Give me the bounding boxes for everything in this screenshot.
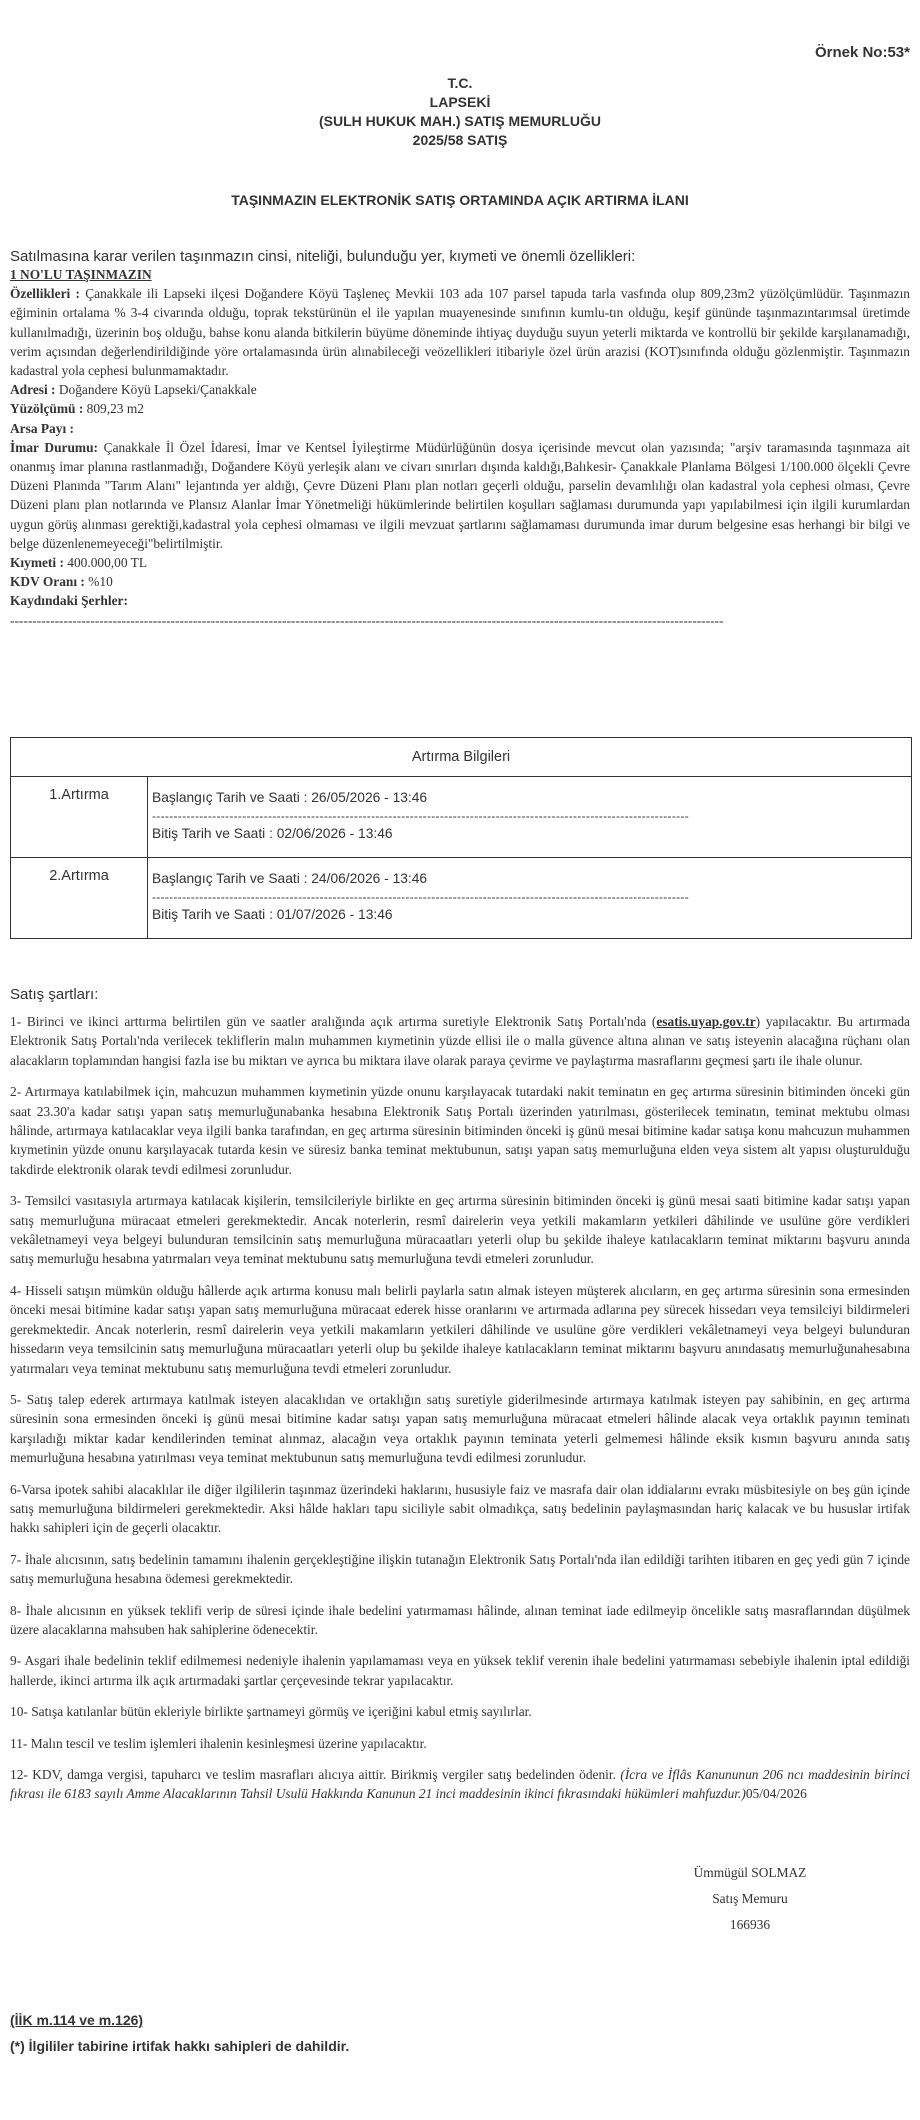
condition-text: 1- Birinci ve ikinci arttırma belirtilen gün ve saatler aralığında açık artırma suretiyle Elektronik Satış Portalı'nda ( xyxy=(10,1014,657,1029)
condition-item: 2- Artırmaya katılabilmek için, mahcuzun muhammen kıymetinin yüzde onunu karşılayacak tutardaki nakit teminatın en geç artırma süresinin bitiminden önceki gün saat 23.30'a kadar satışı yapan satış memurluğunabanka hesabına Elektronik Satış Portalı üzerinden yatırılması, gösterilecek teminatın, teminat mektubu olması hâlinde, artırmaya katılacaklar veya ilgili banka tarafından, en geç artırma süresinin bitiminden önceki iş günü mesai bitimine kadar satışa konu mahcuzun muhammen kıymetinin yüzde onunu karşılayacak tutarda kesin ve süresiz banka teminat mektubunun, satışı yapan satış memurluğuna elden veya sistem alt yapısı oluşturulduğu takdirde elektronik olarak tevdi edilmesi zorunludur. xyxy=(10,1084,910,1177)
condition-item: 7- İhale alıcısının, satış bedelinin tamamını ihalenin gerçekleştiğine ilişkin tutanağın Elektronik Satış Portalı'nda ilan edildiği tarihten itibaren en geç yedi gün 7 içinde satış memurluğuna hesabına ödemesi gerekmektedir. xyxy=(10,1551,910,1587)
officer-name: Ümmügül SOLMAZ xyxy=(693,1865,807,1880)
esatis-link[interactable]: esatis.uyap.gov.tr xyxy=(656,1014,756,1029)
land-share-label: Arsa Payı : xyxy=(10,420,74,436)
property-value xyxy=(10,553,910,572)
document-title: TAŞINMAZIN ELEKTRONİK SATIŞ ORTAMINDA AÇIK ARTIRMA İLANI xyxy=(231,192,689,208)
sample-number: Örnek No:53* xyxy=(814,44,910,61)
condition-item: 8- İhale alıcısının en yüksek teklifi verip de süresi içinde ihale bedelini yatırmaması hâlinde, alınan teminat iade edilmeyip öncelikle satış masraflarından düşülmek üzere alacaklarına mahsuben hak sahiplerine ödenecektir. xyxy=(10,1602,910,1637)
auction-start: Başlangıç Tarih ve Saati : 24/06/2026 - 13:46 xyxy=(152,871,428,886)
features-value: Çanakkale ili Lapseki ilçesi Doğandere Köyü Taşleneç Mevkii 103 ada 107 parsel tapuda tarla vasfında olup 809,23m2 yüzölçümlüdür. Taşınmazın eğiminin ortalama % 3-4 civarında olduğu, toprak tekstürünün el ile yapılan muayenesinde sınıfının kumlu-tın olduğu, keşif gününde taşınmazıntarımsal üretimde kullanılmadığı, üzerinin boş olduğu, bahse konu alanda bitkilerin büyüme döneminde ihtiyaç duyduğu suyun yeterli miktarda ve kontrollü bir şekilde karşılanamadığı, verim açısından değerlendirildiğinde yöre ortalamasında ürün alınabileceği veözellikleri itibariyle özel ürün arazisi (KOT)sınıfında olduğu gözlenmiştir. Taşınmazın kadastral yola cephesi bulunmamaktadır. xyxy=(10,286,910,379)
value-amount: 400.000,00 TL xyxy=(67,555,148,571)
header-office: (SULH HUKUK MAH.) SATIŞ MEMURLUĞU xyxy=(318,113,602,129)
condition-item: 4- Hisseli satışın mümkün olduğu hâllerde açık artırma konusu malı belirli paylarla satın almak isteyen müşterek alıcıların, en geç artırma süresinin sona ermesinden önceki mesai bitimine kadar satışı yapan satış memurluğuna müracaat ederek hisse oranlarını ve artırmada adlarına pey sürecek hissedarı veya temsilciyi bildirmeleri gerekmektedir. Ancak noterlerin, resmî dairelerin veya yetkili makamların yetkileri dâhilinde ve usulüne göre verdikleri vekâletnameyi veya belgeyi bulunduran hissedarın veya temsilcinin satış memurluğuna müracaatları yeterli olup bu şekilde ihaleye katılacakların teminat miktarını başvuru anındasatış memurluğunahesabına yatırmaları veya teminat mektubunu satış memurluğuna tevdi etmeleri zorunludur. xyxy=(10,1282,910,1376)
property-land-share xyxy=(10,419,910,438)
auction-label: 1.Artırma xyxy=(11,777,148,858)
property-heading: 1 NO'LU TAŞINMAZIN xyxy=(10,267,152,282)
condition-legal-note: (İcra ve İflâs Kanununun 206 ncı maddesinin birinci fıkrası ile 6183 sayılı Amme Alacaklarının Tahsil Usulü Hakkında Kanunun 21 inci maddesinin ikinci fıkrasındaki hükümleri mahfuzdur.) xyxy=(10,1767,910,1802)
auction-separator: ----------------------------------------------------------------------------------------------------------------------------- xyxy=(152,890,690,904)
condition-text: 12- KDV, damga vergisi, tapuharcı ve teslim masrafları alıcıya aittir. Birikmiş vergiler satış bedelinden ödenir. xyxy=(10,1767,621,1782)
sale-conditions xyxy=(10,1012,910,1816)
area-value: 809,23 m2 xyxy=(86,401,144,417)
auction-dates xyxy=(148,858,912,939)
officer-number: 166936 xyxy=(729,1917,771,1932)
header-tc: T.C. xyxy=(447,75,473,91)
signature-block xyxy=(640,1860,860,1938)
table-row xyxy=(11,777,912,858)
header-city: LAPSEKİ xyxy=(429,94,491,110)
features-label: Özellikleri : xyxy=(10,286,80,302)
address-label: Adresi : xyxy=(10,382,56,398)
property-area xyxy=(10,399,910,418)
condition-item: 6-Varsa ipotek sahibi alacaklılar ile diğer ilgililerin taşınmaz üzerindeki haklarını, hususiyle faiz ve masrafa dair olan iddialarını evrakı müsbitesiyle on beş gün içinde satış memurluğuna bildirmeleri gerekmektedir. Aksi hâlde hakları tapu siciliyle sabit olmadıkça, satış bedelinin paylaşmasından hariç kalacak ve bu hususlar irtifak hakkı sahipleri için de geçerli olacaktır. xyxy=(10,1481,910,1536)
intro-text: Satılmasına karar verilen taşınmazın cinsi, niteliği, bulunduğu yer, kıymeti ve önemli özellikleri: xyxy=(10,248,636,265)
auction-separator: ----------------------------------------------------------------------------------------------------------------------------- xyxy=(152,809,690,823)
auction-label: 2.Artırma xyxy=(11,858,148,939)
property-annotations xyxy=(10,591,910,610)
document-date: 05/04/2026 xyxy=(745,1786,807,1802)
zoning-label: İmar Durumu: xyxy=(10,439,98,455)
vat-label: KDV Oranı : xyxy=(10,574,85,590)
value-label: Kıymeti : xyxy=(10,555,64,571)
annotations-label: Kaydındaki Şerhler: xyxy=(10,593,128,609)
condition-item: 3- Temsilci vasıtasıyla artırmaya katılacak kişilerin, temsilcileriyle birlikte en geç artırma süresinin bitiminden önceki iş günü mesai saati bitimine kadar satışı yapan satış memurluğuna müracaat etmeleri gerekmektedir. Ancak noterlerin, resmî dairelerin veya yetkili makamların yetkileri dâhilinde ve usulüne göre verdikleri vekâletnameyi veya belgeyi bulunduran temsilcinin satış memurluğuna müracaatları yeterli olup bu şekilde ihaleye katılacakların teminat miktarını başvuru anında satış memurluğu hesabına yatırmaları veya teminat mektubunu satış memurluğuna tevdi etmeleri zorunludur. xyxy=(10,1193,910,1267)
auction-table-header: Artırma Bilgileri xyxy=(11,738,912,777)
condition-item: 10- Satışa katılanlar bütün ekleriyle birlikte şartnameyi görmüş ve içeriğini kabul etmiş sayılırlar. xyxy=(10,1704,532,1720)
property-vat xyxy=(10,572,910,591)
condition-item: 9- Asgari ihale bedelinin teklif edilmemesi nedeniyle ihalenin yapılamaması veya en yüksek teklif verenin ihale bedelini yatırmaması sebebiyle ihalenin iptal edildiği hallerde, ikinci artırma ilk açık artırmadaki şartlar çerçevesinde tekrar yapılacaktır. xyxy=(10,1653,910,1688)
office-header xyxy=(0,74,920,150)
property-zoning xyxy=(10,438,910,553)
property-address xyxy=(10,380,910,399)
address-value: Doğandere Köyü Lapseki/Çanakkale xyxy=(58,382,257,398)
footer-note: (*) İlgililer tabirine irtifak hakkı sahipleri de dahildir. xyxy=(10,2038,350,2054)
sale-conditions-label: Satış şartları: xyxy=(10,986,99,1003)
condition-item: 5- Satış talep ederek artırmaya katılmak isteyen alacaklıdan ve ortaklığın satış suretiyle giderilmesinde artırmaya katılmak isteyen pay sahibinin, en geç artırma süresinin sona ermesinden önceki iş günü mesai bitimine kadar satışı yapan satış memurluğuna müracaat etmeleri hâlinde alacak veya ortaklık payının teminatı karşıladığı miktar kadar kendilerinden teminat alınmaz, alacağın veya ortaklık payının teminata yeterli gelmemesi hâlinde eksik kısmın başvuru anında satış memurluğuna hesabına yatırılması veya teminat mektubunun satış memurluğuna tevdi edilmesi zorunludur. xyxy=(10,1391,910,1466)
auction-dates xyxy=(148,777,912,858)
property-details xyxy=(10,265,910,630)
condition-item: 11- Malın tescil ve teslim işlemleri ihalenin kesinleşmesi üzerine yapılacaktır. xyxy=(10,1735,427,1751)
auction-start: Başlangıç Tarih ve Saati : 26/05/2026 - 13:46 xyxy=(152,790,428,805)
officer-title: Satış Memuru xyxy=(712,1891,788,1906)
footer-law-reference: (İİK m.114 ve m.126) xyxy=(10,2012,144,2028)
area-label: Yüzölçümü : xyxy=(10,401,84,417)
auction-end: Bitiş Tarih ve Saati : 01/07/2026 - 13:46 xyxy=(152,907,393,922)
auction-table xyxy=(10,737,912,939)
header-file-number: 2025/58 SATIŞ xyxy=(412,132,508,148)
table-row xyxy=(11,858,912,939)
condition-item xyxy=(10,1765,910,1804)
auction-end: Bitiş Tarih ve Saati : 02/06/2026 - 13:46 xyxy=(152,826,393,841)
condition-item xyxy=(10,1012,910,1070)
vat-value: %10 xyxy=(88,574,113,590)
property-separator: ---------------------------------------------------------------------------------------------------------------------------------------------------------------- xyxy=(10,612,724,628)
property-features xyxy=(10,284,910,380)
condition-text: ) yapılacaktır. Bu artırmada Elektronik Satış Portalı'nda verilecek tekliflerin malın muhammen kıymetinin yüzde ellisi ile o malla güvence altına alınan ve satış isteyenin alacağına rüçhanı olan alacakların toplamından hangisi fazla ise bu miktarı ve ayrıca bu miktara ilave olarak paraya çevirme ve paylaştırma masraflarını geçmesi şartı ile ihale olunur. xyxy=(10,1014,911,1068)
zoning-value: Çanakkale İl Özel İdaresi, İmar ve Kentsel İyileştirme Müdürlüğünün dosya içerisinde mevcut olan yazısında; "arşiv taramasında taşınmaza ait onanmış imar planına rastlanmadığı, Doğandere Köyü yerleşik alanı ve civarı sınırları dışında kaldığı,Balıkesir- Çanakkale Planlama Bölgesi 1/100.000 ölçekli Çevre Düzeni Planında "Tarım Alanı" lejantında yer aldığı, Çevre Düzeni Planı plan notları geçerli olduğu, parselin devamlılığı olan kadastral yola cephesi olması, Çevre Düzeni planı plan notlarında ve Plansız Alanlar İmar Yönetmeliği hükümlerinde belirtilen koşulları sağlaması durumunda yapı yapılabilmesi için ilgili kurumlardan uygun görüş alınması gerektiği,kadastral yola cephesi olmaması ve ilgili mevzuat şartlarını sağlamaması durumunda imar durum belgesine esas herhangi bir bilgi ve belge düzenlenemeyeceği"belirtilmiştir. xyxy=(10,439,910,551)
